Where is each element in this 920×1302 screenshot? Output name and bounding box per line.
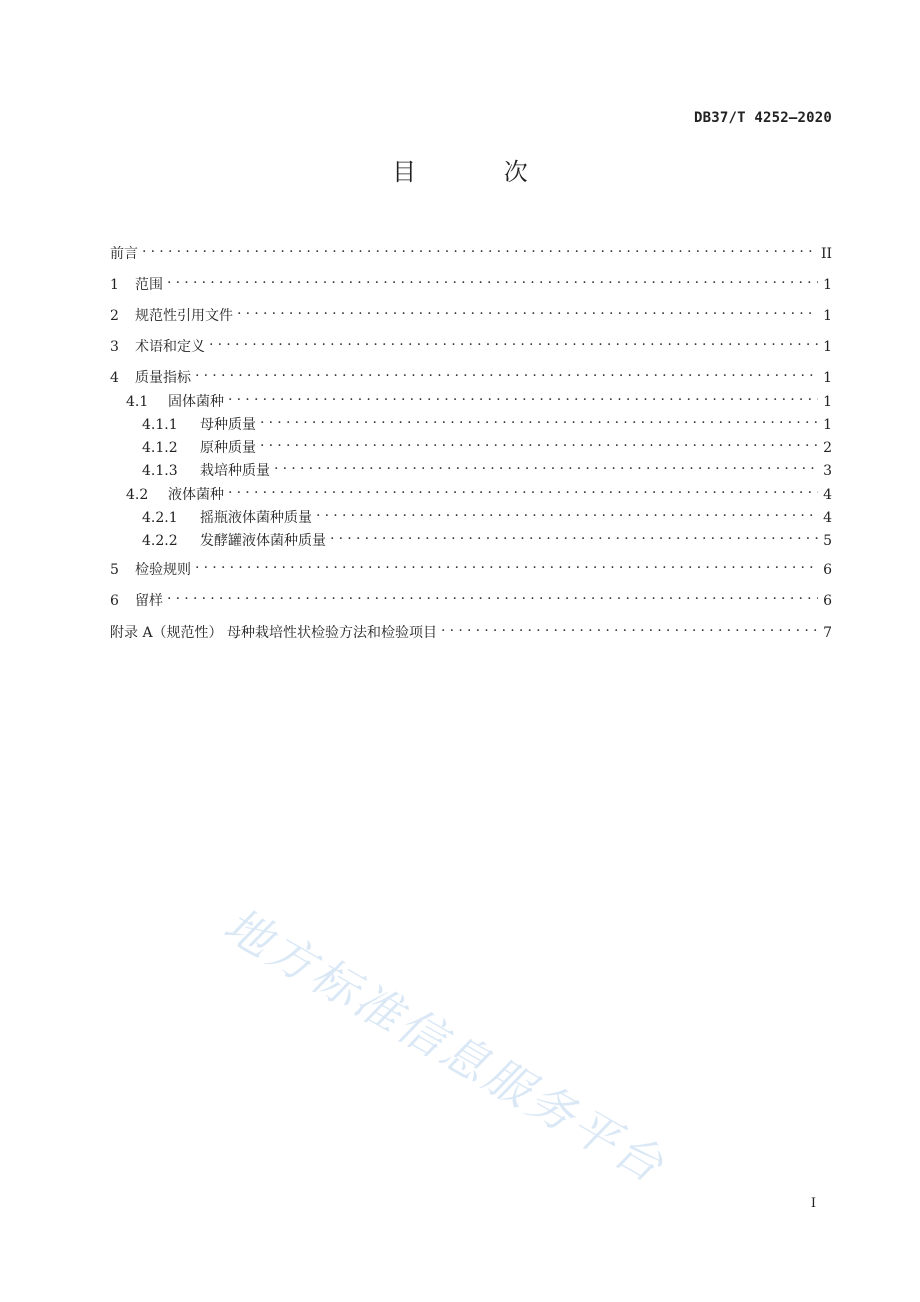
toc-entry-number: 4.2.1: [142, 510, 178, 526]
toc-entry-label: 固体菌种: [168, 394, 224, 410]
toc-entry-number: 3: [110, 339, 119, 355]
toc-entry-number: 4.1.3: [142, 463, 178, 479]
toc-entry-appendix-a[interactable]: [110, 617, 832, 641]
toc-entry-mother-spawn-quality[interactable]: [110, 409, 832, 433]
toc-entry-number: 1: [110, 277, 119, 293]
toc-leader-dots: [195, 554, 818, 574]
toc-entry-solid-spawn[interactable]: [110, 386, 832, 410]
toc-page-number: 1: [823, 417, 832, 433]
toc-page-number: 1: [823, 308, 832, 324]
toc-entry-number: 2: [110, 308, 119, 324]
toc-page-number: II: [820, 246, 832, 262]
toc-entry-number: 4.1: [126, 394, 149, 410]
toc-entry-label: 留样: [135, 593, 163, 609]
toc-page-number: 1: [823, 277, 832, 293]
toc-page-number: 1: [823, 339, 832, 355]
toc-leader-dots: [441, 617, 818, 637]
toc-page-number: 1: [823, 370, 832, 386]
toc-entry-inspection-rules[interactable]: [110, 554, 832, 578]
toc-entry-sample-retention[interactable]: [110, 585, 832, 609]
toc-entry-label: 检验规则: [135, 562, 191, 578]
toc-leader-dots: [274, 455, 818, 475]
toc-entry-quality-indicators[interactable]: [110, 362, 832, 386]
toc-leader-dots: [209, 331, 818, 351]
toc-entry-label: 摇瓶液体菌种质量: [200, 510, 312, 526]
toc-leader-dots: [316, 502, 818, 522]
toc-entry-preface[interactable]: [110, 238, 832, 262]
toc-entry-label: 术语和定义: [135, 339, 205, 355]
toc-entry-label: 附录 A（规范性） 母种栽培性状检验方法和检验项目: [110, 625, 438, 641]
toc-entry-label: 前言: [110, 246, 138, 262]
toc-entry-label: 范围: [135, 277, 163, 293]
toc-entry-label: 液体菌种: [168, 487, 224, 503]
toc-page-number: 7: [823, 625, 832, 641]
toc-entry-label: 发酵罐液体菌种质量: [200, 533, 326, 549]
toc-entry-number: 4.2: [126, 487, 149, 503]
toc-leader-dots: [167, 585, 818, 605]
toc-leader-dots: [237, 300, 818, 320]
toc-leader-dots: [195, 362, 818, 382]
toc-entry-original-spawn-quality[interactable]: [110, 432, 832, 456]
toc-page-number: 3: [823, 463, 832, 479]
toc-entry-label: 栽培种质量: [200, 463, 270, 479]
toc-leader-dots: [142, 238, 817, 258]
toc-entry-fermenter-spawn-quality[interactable]: [110, 525, 832, 549]
toc-page-number: 6: [823, 562, 832, 578]
toc-page-number: 4: [823, 510, 832, 526]
toc-entry-label: 规范性引用文件: [135, 308, 233, 324]
page-number: I: [810, 1196, 816, 1211]
toc-entry-label: 原种质量: [200, 440, 256, 456]
toc-entry-liquid-spawn[interactable]: [110, 479, 832, 503]
toc-entry-number: 4.2.2: [142, 533, 178, 549]
toc-entry-number: 4.1.1: [142, 417, 178, 433]
toc-leader-dots: [260, 432, 818, 452]
toc-leader-dots: [228, 479, 818, 499]
toc-page-number: 4: [823, 487, 832, 503]
toc-entry-label: 母种质量: [200, 417, 256, 433]
toc-page-number: 5: [823, 533, 832, 549]
toc-leader-dots: [330, 525, 818, 545]
toc-entry-normative-references[interactable]: [110, 300, 832, 324]
toc-page-number: 1: [823, 394, 832, 410]
toc-leader-dots: [167, 269, 818, 289]
page-title: 目 次: [392, 158, 568, 186]
toc-entry-scope[interactable]: [110, 269, 832, 293]
toc-leader-dots: [228, 386, 818, 406]
toc-entry-number: 6: [110, 593, 119, 609]
document-code: DB37/T 4252—2020: [693, 110, 832, 126]
toc-entry-terms-definitions[interactable]: [110, 331, 832, 355]
toc-entry-number: 4: [110, 370, 119, 386]
toc-entry-number: 4.1.2: [142, 440, 178, 456]
toc-page-number: 2: [823, 440, 832, 456]
toc-leader-dots: [260, 409, 818, 429]
toc-entry-shake-flask-spawn-quality[interactable]: [110, 502, 832, 526]
toc-page-number: 6: [823, 593, 832, 609]
watermark-text: 地方标准信息服务平台: [215, 897, 676, 1194]
toc-entry-label: 质量指标: [135, 370, 191, 386]
toc-entry-cultivation-spawn-quality[interactable]: [110, 455, 832, 479]
toc-entry-number: 5: [110, 562, 119, 578]
